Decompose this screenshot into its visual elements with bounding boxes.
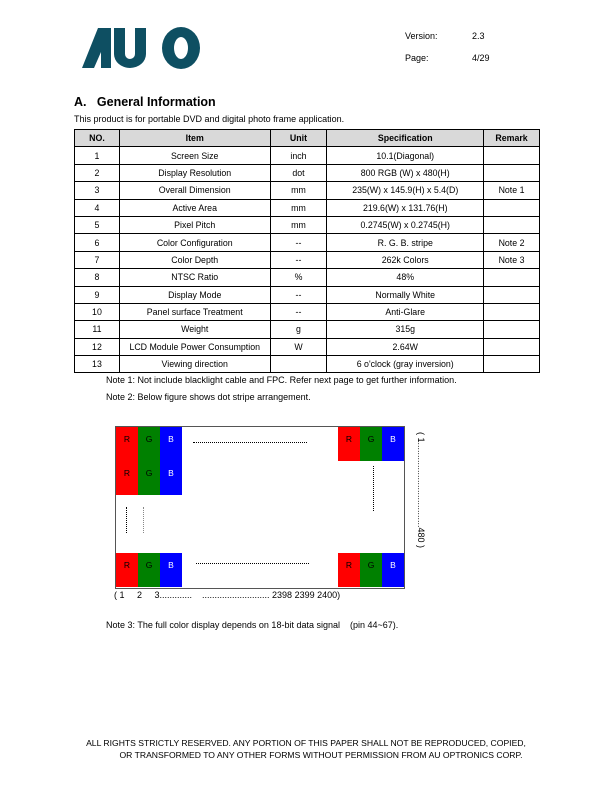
section-intro: This product is for portable DVD and digital photo frame application.: [74, 114, 345, 124]
subpixel-r: R: [116, 553, 138, 587]
table-cell: Display Resolution: [119, 164, 270, 181]
table-cell: LCD Module Power Consumption: [119, 338, 270, 355]
table-row: [75, 338, 540, 355]
subpixel-r: R: [338, 427, 360, 461]
table-cell: --: [270, 234, 327, 251]
table-row: [75, 199, 540, 216]
table-cell: 235(W) x 145.9(H) x 5.4(D): [327, 182, 484, 199]
section-title: A. General Information: [74, 95, 216, 109]
subpixel-r: R: [338, 553, 360, 587]
table-cell: 6 o'clock (gray inversion): [327, 356, 484, 373]
table-cell: Panel surface Treatment: [119, 303, 270, 320]
table-cell: [484, 164, 540, 181]
subpixel-r: R: [116, 427, 138, 461]
table-cell: [270, 356, 327, 373]
table-header-row: [75, 130, 540, 147]
table-cell: 6: [75, 234, 120, 251]
table-cell: W: [270, 338, 327, 355]
table-cell: 262k Colors: [327, 251, 484, 268]
table-cell: Color Depth: [119, 251, 270, 268]
table-cell: Display Mode: [119, 286, 270, 303]
dotted-line: [373, 466, 374, 511]
table-cell: %: [270, 269, 327, 286]
page-label: Page:: [405, 53, 429, 63]
table-cell: 219.6(W) x 131.76(H): [327, 199, 484, 216]
dotted-line: [143, 507, 144, 533]
table-cell: Note 1: [484, 182, 540, 199]
table-cell: 48%: [327, 269, 484, 286]
table-cell: 0.2745(W) x 0.2745(H): [327, 216, 484, 233]
row-index-axis: ( 1..................................480 ): [416, 432, 426, 549]
subpixel-g: G: [360, 553, 382, 587]
table-cell: --: [270, 286, 327, 303]
table-cell: Viewing direction: [119, 356, 270, 373]
table-cell: 8: [75, 269, 120, 286]
general-info-table: [74, 129, 540, 373]
table-cell: 13: [75, 356, 120, 373]
column-header: Remark: [484, 130, 540, 147]
table-cell: Screen Size: [119, 147, 270, 164]
table-row: [75, 356, 540, 373]
table-cell: Note 2: [484, 234, 540, 251]
table-cell: 4: [75, 199, 120, 216]
table-cell: R. G. B. stripe: [327, 234, 484, 251]
subpixel-b: B: [160, 553, 182, 587]
table-cell: 7: [75, 251, 120, 268]
page-number: 4/29: [472, 53, 490, 63]
column-index-axis: ( 1 2 3............. ........................... 2398 2399 2400): [114, 590, 341, 600]
version-label: Version:: [405, 31, 438, 41]
table-cell: Note 3: [484, 251, 540, 268]
table-cell: 10: [75, 303, 120, 320]
table-cell: [484, 269, 540, 286]
table-cell: [484, 199, 540, 216]
table-row: [75, 147, 540, 164]
subpixel-b: B: [382, 553, 404, 587]
table-cell: 12: [75, 338, 120, 355]
table-cell: 315g: [327, 321, 484, 338]
table-cell: dot: [270, 164, 327, 181]
table-cell: mm: [270, 216, 327, 233]
note-2: Note 2: Below figure shows dot stripe arrangement.: [106, 392, 311, 402]
subpixel-b: B: [160, 427, 182, 461]
table-row: [75, 251, 540, 268]
table-cell: [484, 356, 540, 373]
subpixel-b: B: [382, 427, 404, 461]
column-header: NO.: [75, 130, 120, 147]
table-cell: 10.1(Diagonal): [327, 147, 484, 164]
table-cell: [484, 216, 540, 233]
subpixel-g: G: [138, 553, 160, 587]
column-header: Specification: [327, 130, 484, 147]
subpixel-g: G: [138, 461, 160, 495]
table-cell: 800 RGB (W) x 480(H): [327, 164, 484, 181]
subpixel-b: B: [160, 461, 182, 495]
table-cell: Pixel Pitch: [119, 216, 270, 233]
footer-line-1: ALL RIGHTS STRICTLY RESERVED. ANY PORTION OF THIS PAPER SHALL NOT BE REPRODUCED, COPIED,: [86, 738, 526, 748]
dotted-line: [193, 442, 307, 443]
table-cell: Normally White: [327, 286, 484, 303]
table-row: [75, 216, 540, 233]
subpixel-r: R: [116, 461, 138, 495]
table-cell: Overall Dimension: [119, 182, 270, 199]
table-row: [75, 269, 540, 286]
table-cell: [484, 303, 540, 320]
table-cell: Anti-Glare: [327, 303, 484, 320]
table-cell: NTSC Ratio: [119, 269, 270, 286]
subpixel-g: G: [138, 427, 160, 461]
column-header: Item: [119, 130, 270, 147]
table-row: [75, 321, 540, 338]
table-cell: [484, 286, 540, 303]
table-cell: Active Area: [119, 199, 270, 216]
version-value: 2.3: [472, 31, 485, 41]
column-header: Unit: [270, 130, 327, 147]
footer-line-2: OR TRANSFORMED TO ANY OTHER FORMS WITHOUT PERMISSION FROM AU OPTRONICS CORP.: [119, 750, 523, 760]
table-cell: g: [270, 321, 327, 338]
table-cell: Color Configuration: [119, 234, 270, 251]
table-row: [75, 164, 540, 181]
dotted-line: [196, 563, 309, 564]
note-1: Note 1: Not include blacklight cable and FPC. Refer next page to get further information.: [106, 375, 457, 385]
table-cell: 1: [75, 147, 120, 164]
table-row: [75, 182, 540, 199]
table-cell: 2: [75, 164, 120, 181]
auo-logo: [82, 26, 202, 70]
table-cell: Weight: [119, 321, 270, 338]
table-cell: 11: [75, 321, 120, 338]
note-3: Note 3: The full color display depends on 18-bit data signal (pin 44~67).: [106, 620, 399, 630]
table-cell: inch: [270, 147, 327, 164]
table-cell: [484, 321, 540, 338]
table-row: [75, 286, 540, 303]
dotted-line: [126, 507, 127, 533]
copyright-footer: [0, 737, 612, 761]
table-cell: --: [270, 303, 327, 320]
table-row: [75, 303, 540, 320]
table-cell: 2.64W: [327, 338, 484, 355]
table-cell: [484, 338, 540, 355]
table-cell: --: [270, 251, 327, 268]
table-cell: mm: [270, 199, 327, 216]
table-row: [75, 234, 540, 251]
table-cell: [484, 147, 540, 164]
subpixel-g: G: [360, 427, 382, 461]
table-cell: 9: [75, 286, 120, 303]
table-cell: 5: [75, 216, 120, 233]
table-cell: mm: [270, 182, 327, 199]
table-cell: 3: [75, 182, 120, 199]
